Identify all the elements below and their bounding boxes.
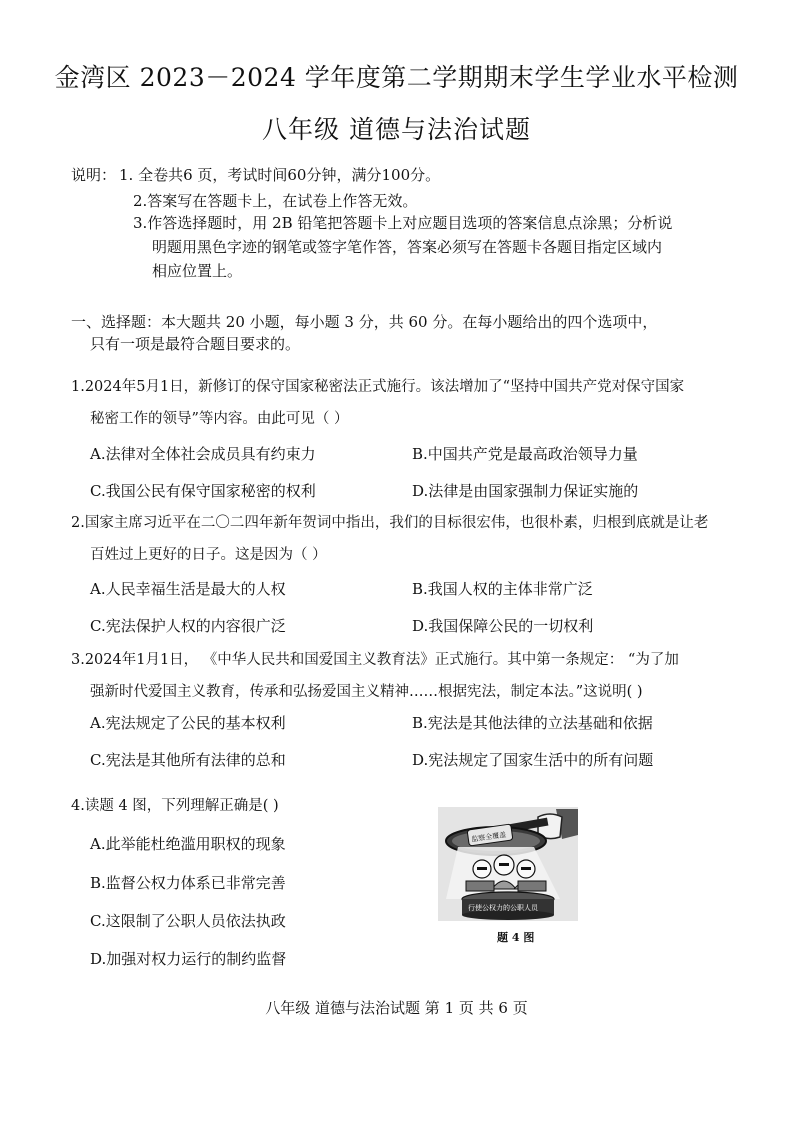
instruction-item-2: 2.答案写在答题卡上，在试卷上作答无效。: [133, 192, 418, 210]
question-3-option-c: C.宪法是其他所有法律的总和: [90, 751, 286, 769]
exam-subtitle: 八年级 道德与法治试题: [262, 115, 531, 144]
magnifier-label: 监察全覆盖: [471, 831, 507, 844]
page-footer: 八年级 道德与法治试题 第 1 页 共 6 页: [265, 999, 528, 1017]
question-3-stem-line-1: 3.2024年1月1日， 《中华人民共和国爱国主义教育法》正式施行。其中第一条规定： “为了加: [71, 652, 679, 668]
question-4-cartoon: [438, 807, 578, 921]
question-1-option-b: B.中国共产党是最高政治领导力量: [412, 445, 638, 463]
section-heading-line-1: 一、选择题：本大题共 20 小题，每小题 3 分，共 60 分。在每小题给出的四个选项中，: [71, 313, 658, 331]
instructions-label: 说明：: [71, 166, 117, 184]
question-1-stem-line-1: 1.2024年5月1日，新修订的保守国家秘密法正式施行。该法增加了“坚持中国共产党对保守国家: [71, 379, 685, 395]
instruction-item-3-line-2: 明题用黑色字迹的钢笔或签字笔作答，答案必须写在答题卡各题目指定区域内: [152, 238, 663, 256]
question-4-option-d: D.加强对权力运行的制约监督: [90, 950, 287, 968]
figure-caption: 题 4 图: [497, 931, 535, 944]
section-heading-line-2: 只有一项是最符合题目要求的。: [90, 335, 301, 353]
instruction-item-1: 1. 全卷共6 页，考试时间60分钟，满分100分。: [119, 166, 441, 184]
question-2-option-c: C.宪法保护人权的内容很广泛: [90, 617, 286, 635]
instruction-item-3-line-3: 相应位置上。: [152, 262, 243, 280]
question-2-stem-line-2: 百姓过上更好的日子。这是因为（ ）: [90, 547, 327, 563]
question-4-option-a: A.此举能杜绝滥用职权的现象: [90, 835, 286, 853]
question-1-option-d: D.法律是由国家强制力保证实施的: [412, 482, 639, 500]
question-1-option-a: A.法律对全体社会成员具有约束力: [90, 445, 316, 463]
question-3-option-d: D.宪法规定了国家生活中的所有问题: [412, 751, 654, 769]
question-2-stem-line-1: 2.国家主席习近平在二〇二四年新年贺词中指出，我们的目标很宏伟，也很朴素，归根到底就是让老: [71, 515, 709, 531]
drum-label: 行使公权力的公职人员: [468, 905, 538, 912]
question-4-stem-line-1: 4.读题 4 图，下列理解正确是( ): [71, 798, 279, 814]
question-2-option-d: D.我国保障公民的一切权利: [412, 617, 594, 635]
question-3-option-a: A.宪法规定了公民的基本权利: [90, 714, 286, 732]
instruction-item-3-line-1: 3.作答选择题时，用 2B 铅笔把答题卡上对应题目选项的答案信息点涂黑；分析说: [133, 214, 673, 232]
question-2-option-b: B.我国人权的主体非常广泛: [412, 580, 593, 598]
question-1-stem-line-2: 秘密工作的领导”等内容。由此可见（ ）: [90, 411, 349, 427]
exam-title: 金湾区 2023－2024 学年度第二学期期末学生学业水平检测: [54, 63, 739, 92]
question-3-option-b: B.宪法是其他法律的立法基础和依据: [412, 714, 653, 732]
question-4-option-b: B.监督公权力体系已非常完善: [90, 874, 286, 892]
question-2-option-a: A.人民幸福生活是最大的人权: [90, 580, 286, 598]
question-4-option-c: C.这限制了公职人员依法执政: [90, 912, 286, 930]
question-3-stem-line-2: 强新时代爱国主义教育，传承和弘扬爱国主义精神……根据宪法，制定本法。”这说明( ): [90, 684, 643, 700]
question-1-option-c: C.我国公民有保守国家秘密的权利: [90, 482, 316, 500]
